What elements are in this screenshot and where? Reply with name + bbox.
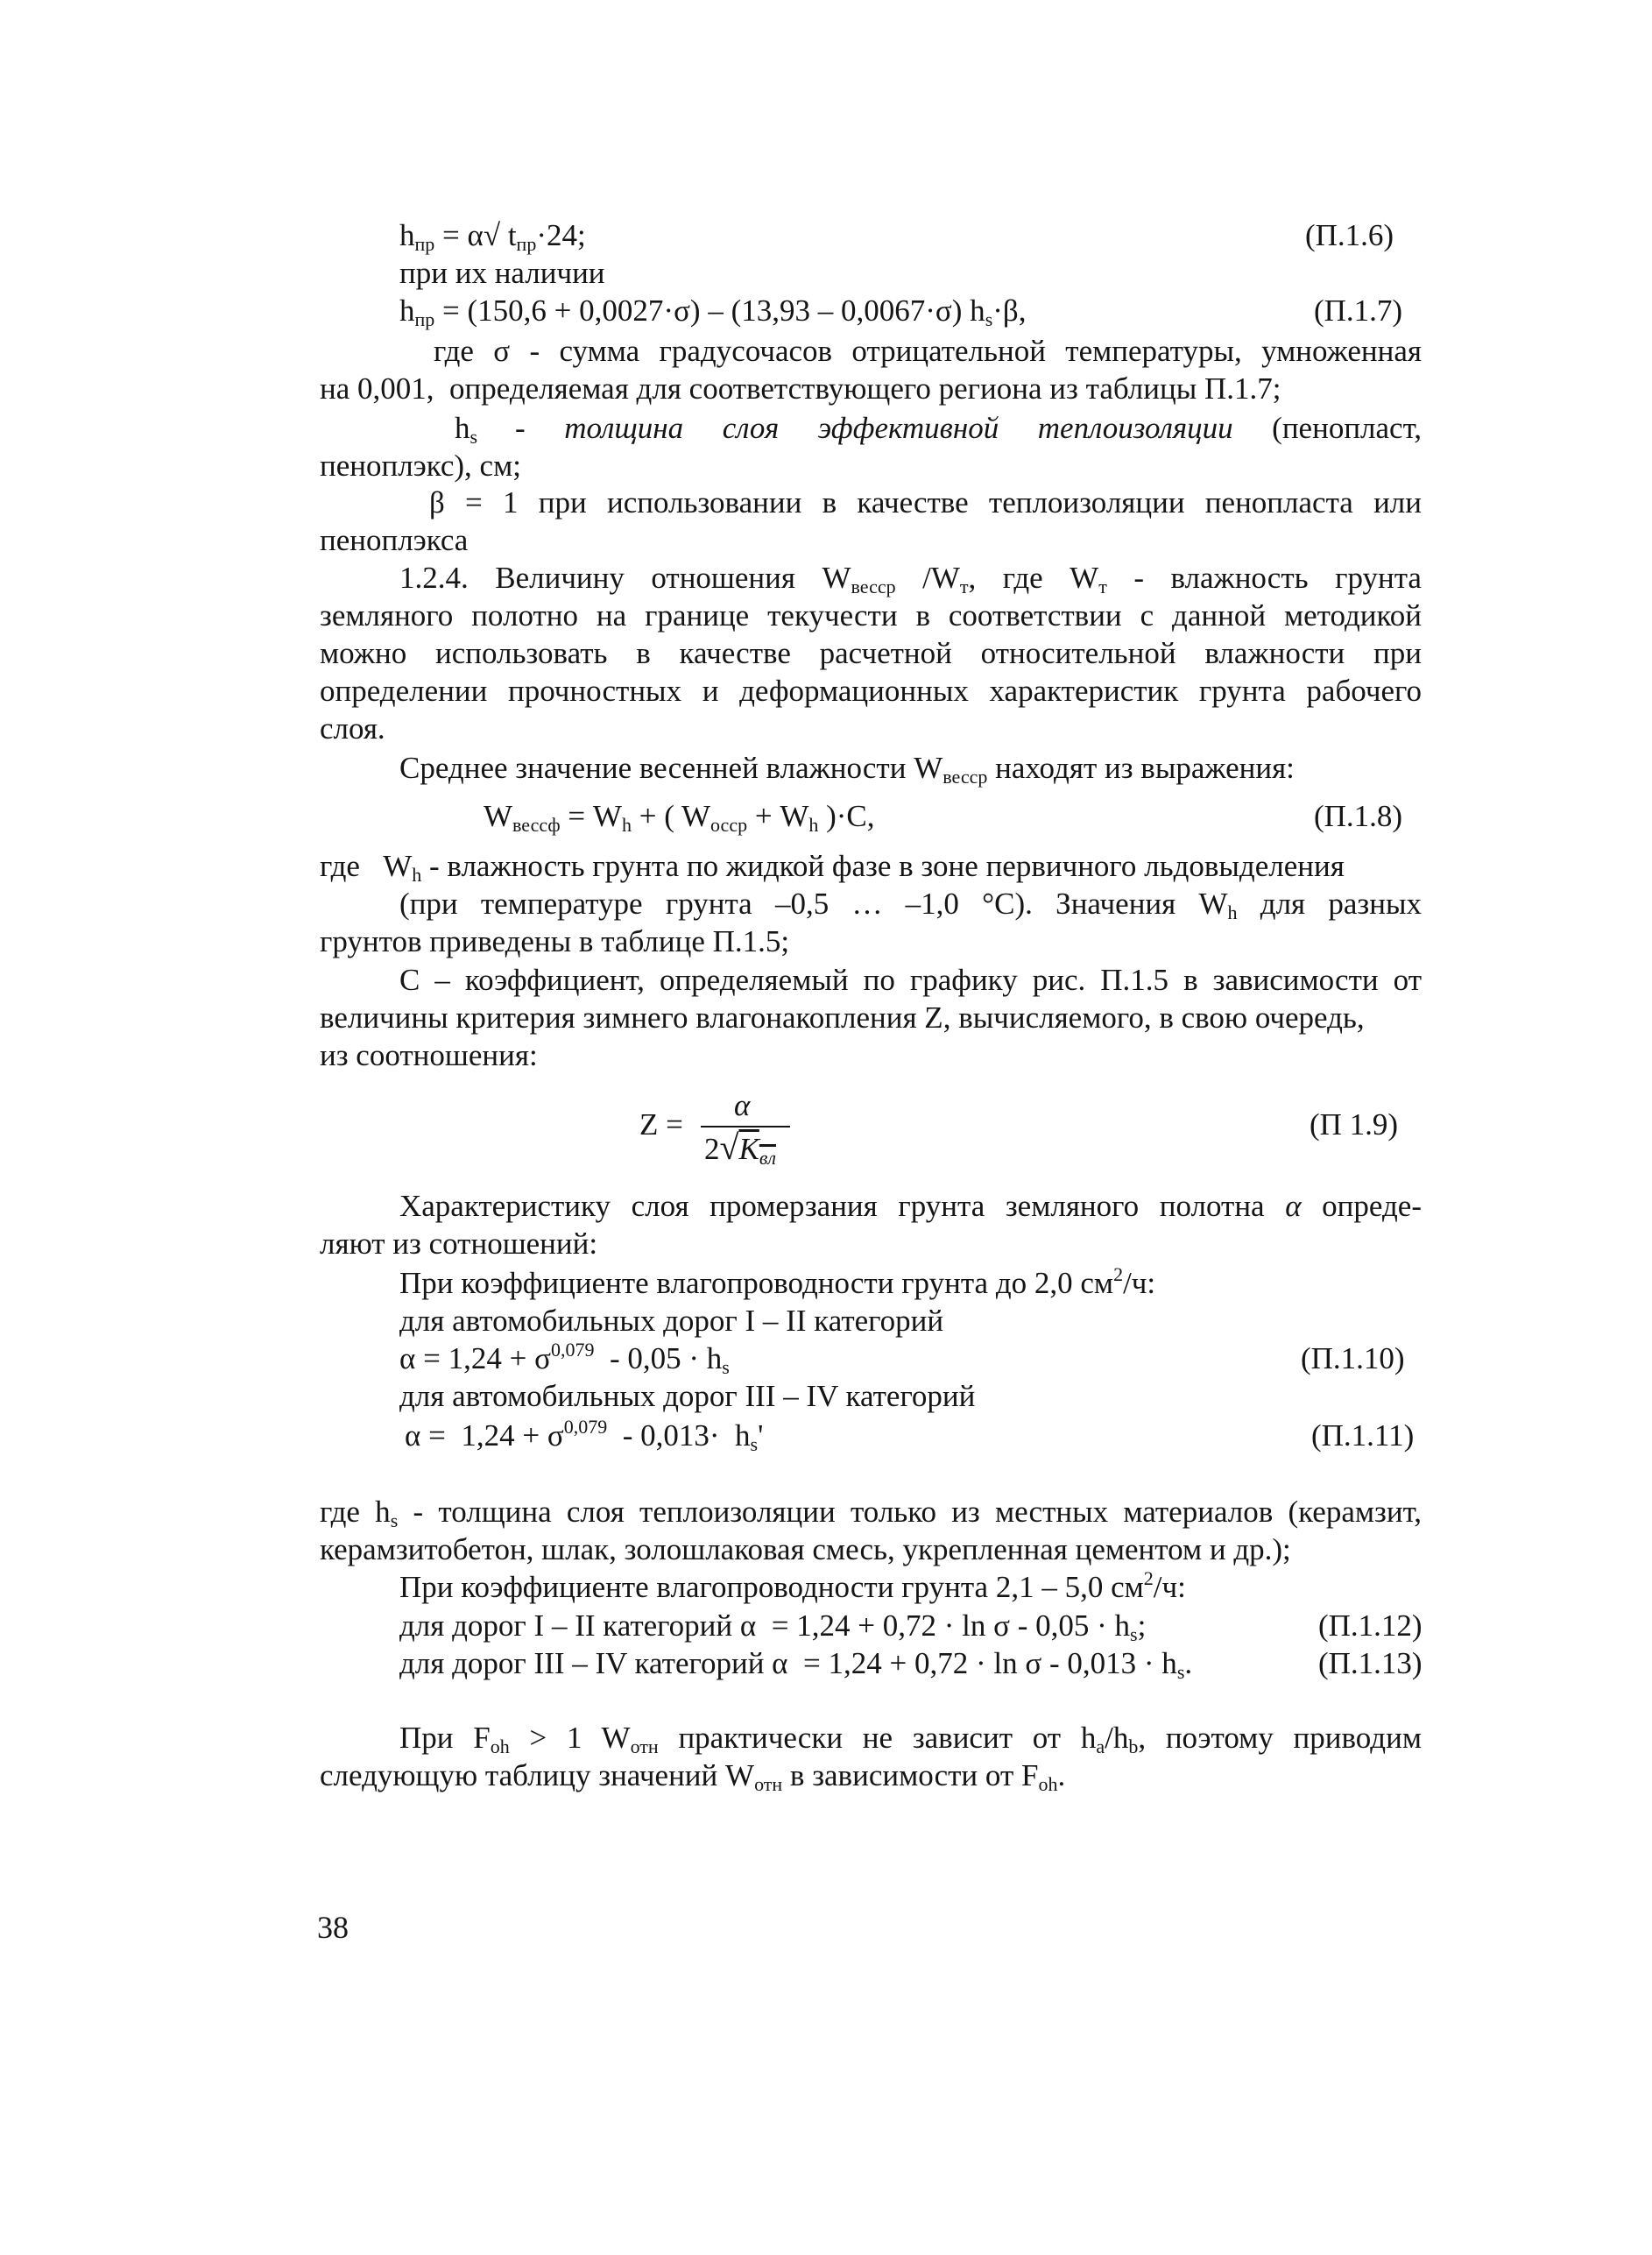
text-line: при их наличии: [399, 256, 605, 290]
text-line: (при температуре грунта –0,5 … –1,0 °C). Значения $W_h$ для разных: [399, 887, 1422, 923]
text-line: слоя.: [320, 711, 385, 746]
text-line: Характеристику слоя промерзания грунта земляного полотна α опреде-: [399, 1189, 1422, 1223]
den-var: K: [738, 1132, 759, 1166]
text-line: из соотношения:: [320, 1038, 538, 1072]
equation-number-1-13: (П.1.13): [1318, 1646, 1423, 1680]
formula-alpha-4: для дорог III – IV категорий $\alpha = 1,24 + 0,72 \cdot \ln \sigma - 0,013 \cdot h_s$.: [399, 1646, 1193, 1683]
formula-z: [639, 1086, 815, 1183]
equation-number-1-9: (П 1.9): [1310, 1107, 1399, 1142]
text-line: $h_s$: [455, 411, 478, 448]
text-line: следующую таблицу значений $W_{отн}$ в зависимости от $F_{oh}$.: [320, 1758, 1066, 1795]
text-line: для автомобильных дорог I – II категорий: [399, 1304, 944, 1338]
sqrt-icon: √: [719, 1128, 739, 1167]
section-1-2-4: 1.2.4. Величину отношения $W_{весср}$ $/W_т$, где $W_т$ - влажность грунта: [399, 561, 1422, 597]
formula-z-numerator: α: [734, 1088, 751, 1122]
text-line: грунтов приведены в таблице П.1.5;: [320, 924, 790, 958]
text-line: земляного полотно на границе текучести в соответствии с данной методикой: [320, 598, 1422, 633]
equation-number-1-12: (П.1.12): [1318, 1608, 1423, 1643]
page-number: 38: [317, 1910, 349, 1945]
formula-alpha-3: для дорог I – II категорий $\alpha = 1,24 + 0,72 \cdot \ln \sigma - 0,05 \cdot h_s$;: [399, 1608, 1147, 1645]
equation-number-1-7: (П.1.7): [1314, 293, 1403, 328]
formula-h-pr-1: $h_{пр} = \alpha√$ $t_{пр}\cdot 24$;: [399, 218, 586, 255]
den-radicand: [738, 1132, 776, 1169]
equation-number-1-11: (П.1.11): [1311, 1418, 1415, 1453]
equation-number-1-10: (П.1.10): [1301, 1341, 1405, 1375]
text-line: При $F_{oh} > 1$ $W_{отн}$ практически не зависит от $h_a/h_b$, поэтому приводим: [399, 1721, 1422, 1757]
formula-z-denominator: [704, 1128, 776, 1169]
formula-w-vessr: $W_{вессф} = W_h$ + ( $W_{осср} + W_h$ )·C,: [484, 799, 875, 836]
den-sub: вл: [759, 1147, 776, 1169]
text-line: ляют из сотношений:: [320, 1226, 598, 1261]
text-line: где σ - сумма градусочасов отрицательной температуры, умноженная: [434, 334, 1422, 368]
text-line: Среднее значение весенней влажности $W_{весср}$ находят из выражения:: [399, 751, 1295, 788]
formula-alpha-2: $\alpha = 1,24 + \sigma^{0,079} - 0,013\cdot h_s'$: [405, 1416, 764, 1455]
text-line: При коэффициенте влагопроводности грунта 2,1 – 5,0 $см^2/ч$:: [399, 1567, 1186, 1604]
text-line: керамзитобетон, шлак, золошлаковая смесь, укрепленная цементом и др.);: [320, 1532, 1291, 1566]
equation-number-1-6: (П.1.6): [1305, 218, 1394, 252]
text-line: величины критерия зимнего влагонакопления Z, вычисляемого, в свою очередь,: [320, 1000, 1365, 1035]
text-line: на 0,001, определяемая для соответствующего региона из таблицы П.1.7;: [320, 371, 1281, 406]
text-line: можно использовать в качестве расчетной относительной влажности при: [320, 636, 1422, 670]
text-line: пеноплэкса: [320, 523, 469, 557]
formula-z-lhs: Z =: [639, 1107, 683, 1142]
text-line: C – коэффициент, определяемый по графику рис. П.1.5 в зависимости от: [399, 963, 1422, 997]
text-line: где $W_h$ - влажность грунта по жидкой фазе в зоне первичного льдовыделения: [320, 849, 1345, 886]
text-line: определении прочностных и деформационных характеристик грунта рабочего: [320, 674, 1422, 708]
text-line: β = 1 при использовании в качестве теплоизоляции пенопласта или: [429, 485, 1422, 520]
text-line: для автомобильных дорог III – IV категорий: [399, 1379, 976, 1413]
den-coef: 2: [704, 1132, 720, 1166]
formula-alpha-1: $\alpha = 1,24 + \sigma^{0,079} - 0,05 \cdot h_s$: [399, 1339, 730, 1378]
text-line: - толщина слоя эффективной теплоизоляции (пенопласт,: [515, 411, 1422, 445]
fraction-bar: [701, 1126, 790, 1128]
text-line: При коэффициенте влагопроводности грунта до 2,0 $см^2/ч$:: [399, 1263, 1156, 1300]
formula-h-pr-2: $h_{пр} = (150,6 + 0,0027\cdot\sigma) - (13,93 - 0,0067\cdot\sigma)$ $h_s\cdot\beta$,: [399, 293, 1027, 330]
equation-number-1-8: (П.1.8): [1314, 799, 1403, 833]
text-line: где $h_s$ - толщина слоя теплоизоляции только из местных материалов (керамзит,: [320, 1495, 1422, 1531]
text-line: пеноплэкс), см;: [320, 449, 521, 483]
